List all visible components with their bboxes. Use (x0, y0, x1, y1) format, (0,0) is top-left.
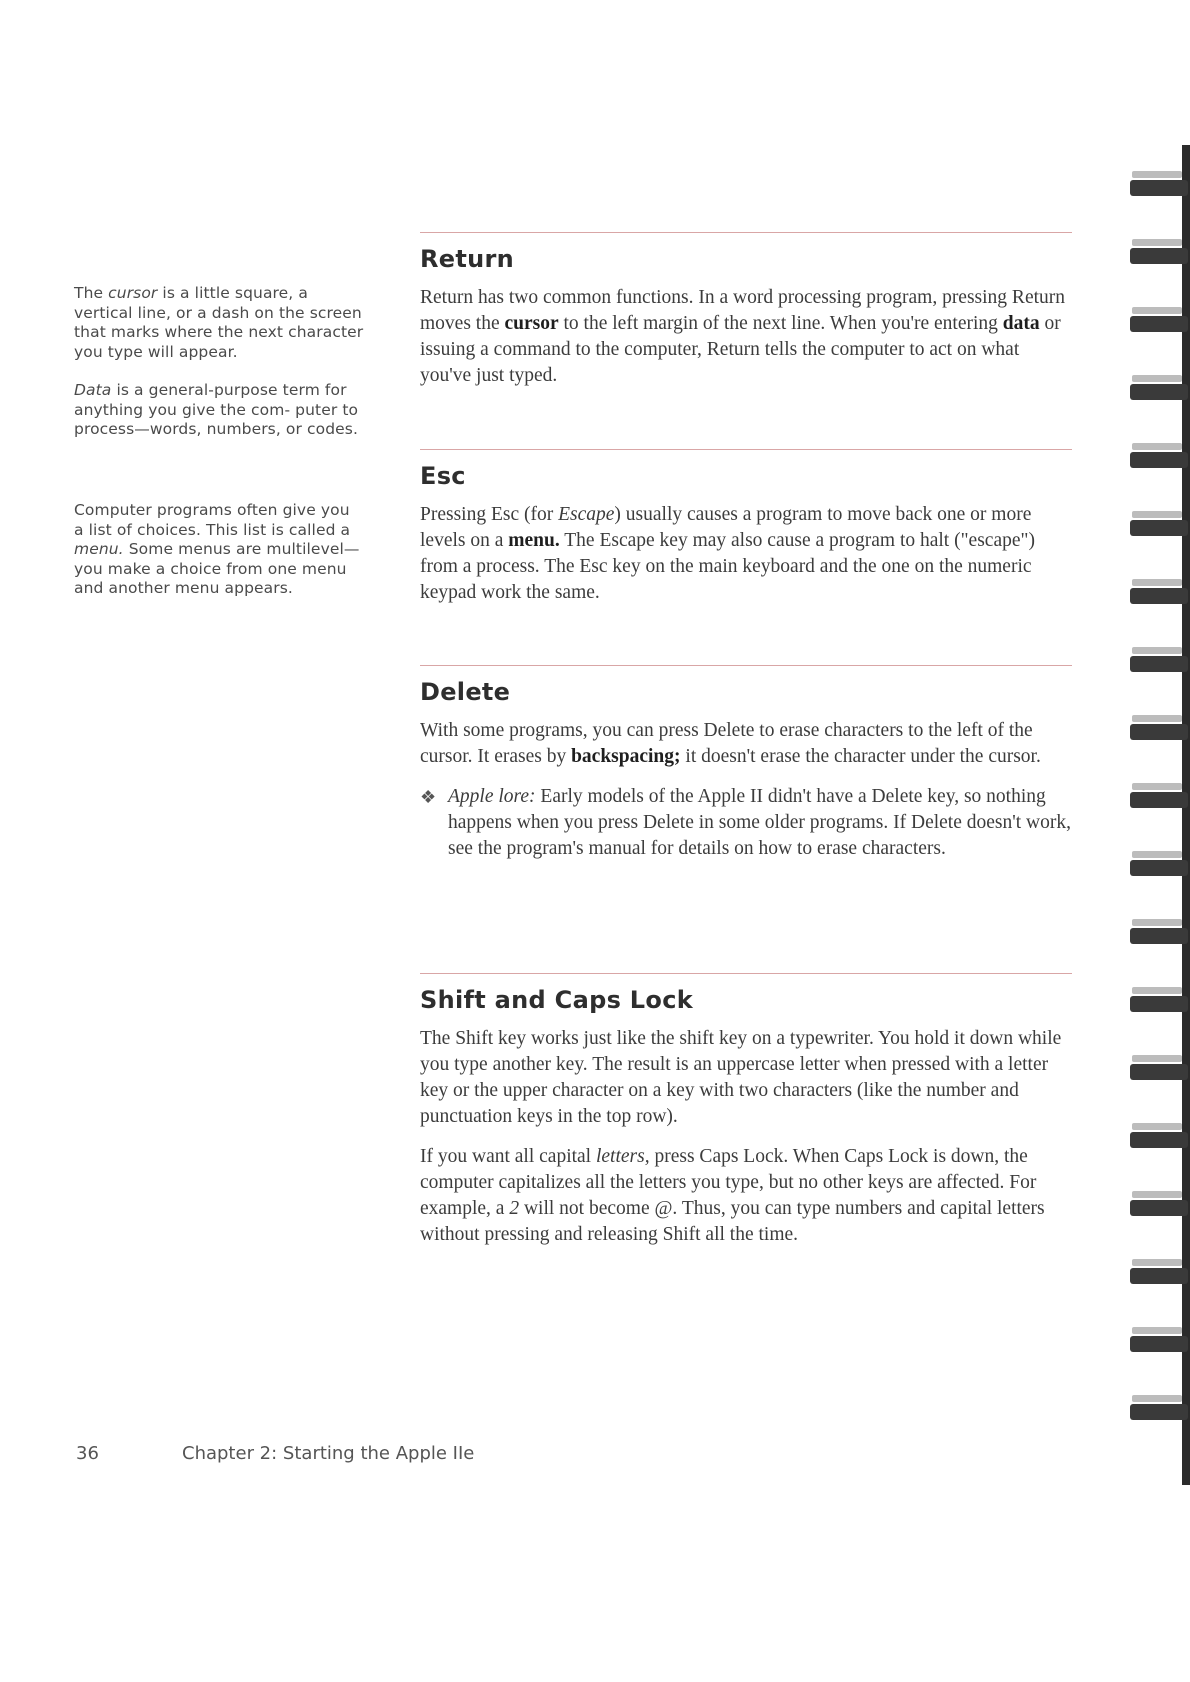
section-divider (420, 232, 1072, 233)
section-heading: Return (420, 245, 515, 273)
section-paragraph: Return has two common functions. In a word processing program, pressing Return moves the cursor to the left margin of the next line. When you're entering data or issuing a command to the computer, Return tells the computer to act on what you've just typed. (420, 287, 1066, 386)
section-return (420, 232, 1072, 403)
section-delete (420, 665, 1072, 876)
sidenote-term: cursor (108, 284, 158, 302)
section-divider (420, 449, 1072, 450)
section-heading: Esc (420, 462, 466, 490)
apple-lore-note: ❖ Apple lore: Early models of the Apple II didn't have a Delete key, so nothing happens when you press Delete in some older programs. If Delete doesn't work, see the program's manual for details on how to erase characters. (420, 786, 1072, 859)
sidenote-data (74, 381, 364, 440)
section-paragraph: Pressing Esc (for Escape) usually causes a program to move back one or more levels on a menu. The Escape key may also cause a program to halt ("escape") from a process. The Esc key on the main keyboard and the one on the numeric keypad work the same. (420, 504, 1035, 603)
section-divider (420, 665, 1072, 666)
sidenote-term: Data (74, 381, 112, 399)
sidenote-cursor (74, 284, 364, 362)
section-divider (420, 973, 1072, 974)
sidenote-text: The (74, 284, 109, 302)
section-heading: Shift and Caps Lock (420, 986, 693, 1014)
section-paragraph: With some programs, you can press Delete to erase characters to the left of the cursor. It erases by backspacing; it doesn't erase the character under the cursor. (420, 720, 1041, 767)
sidenote-text: Computer programs often give you a list of choices. This list is called a (74, 501, 351, 539)
sidenote-text: is a general-purpose term for anything you give the com- puter to process—words, numbers, or codes. (74, 381, 359, 438)
section-esc (420, 449, 1072, 620)
sidenote-text: Some menus are multilevel—you make a choice from one menu and another menu appears. (74, 540, 360, 597)
chapter-title: Chapter 2: Starting the Apple IIe (182, 1443, 475, 1464)
sidenote-term: menu. (74, 540, 124, 558)
diamond-bullet-icon: ❖ (420, 787, 437, 807)
section-paragraph: If you want all capital letters, press Caps Lock. When Caps Lock is down, the computer capitalizes all the letters you type, but no other keys are affected. For example, a 2 will not become @. Thus, you can type numbers and capital letters without pressing and releasing Shift all the time. (420, 1146, 1045, 1245)
sidenote-menu (74, 501, 364, 599)
sidenote-text: is a little square, a vertical line, or a dash on the screen that marks where the next character you type will appear. (74, 284, 364, 361)
page-bottom-margin (0, 1545, 1190, 1682)
section-shift-caps-lock (420, 973, 1072, 1262)
section-paragraph: The Shift key works just like the shift key on a typewriter. You hold it down while you type another key. The result is an uppercase letter when pressed with a letter key or the upper character on a key with two characters (like the number and punctuation keys in the top row). (420, 1028, 1062, 1127)
spiral-binding-icon (1120, 145, 1190, 1485)
section-heading: Delete (420, 678, 511, 706)
page-number: 36 (76, 1443, 99, 1464)
